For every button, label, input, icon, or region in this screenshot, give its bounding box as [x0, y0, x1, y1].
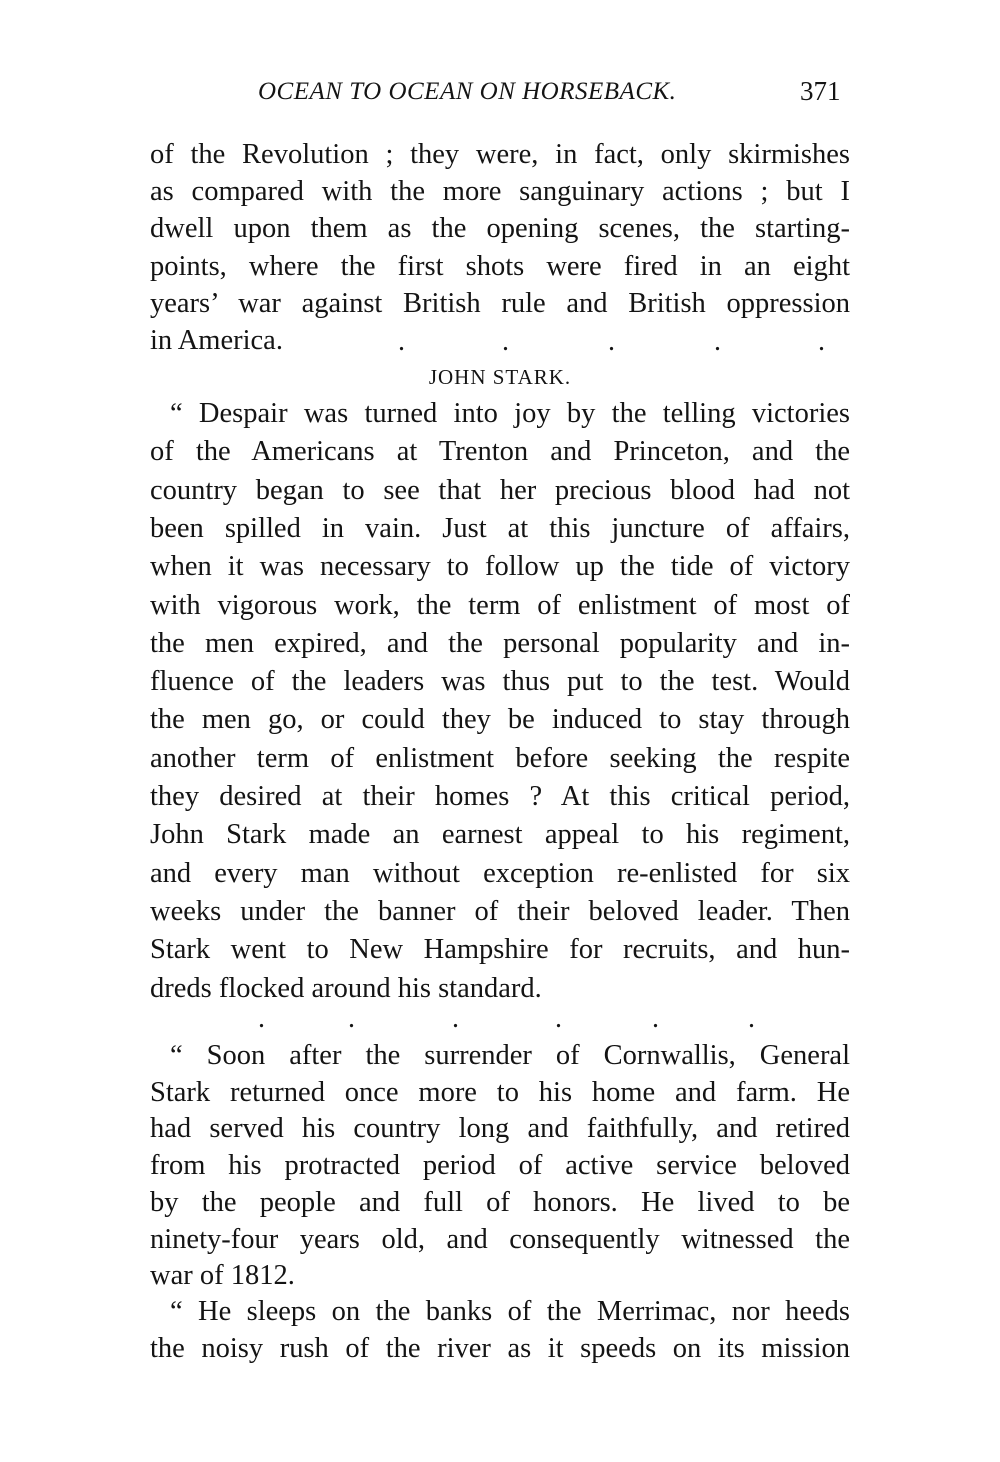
text-line: from his protracted period of active service beloved — [150, 1150, 850, 1182]
page-number: 371 — [800, 76, 841, 106]
section-heading: JOHN STARK. — [428, 365, 572, 389]
text-line: with vigorous work, the term of enlistment of most of — [150, 589, 850, 621]
ellipsis-dot: . — [818, 326, 825, 357]
ellipsis-dot: . — [608, 326, 615, 357]
text-line: of the Revolution ; they were, in fact, only skirmishes — [150, 139, 850, 170]
ellipsis-dot: . — [258, 1003, 265, 1034]
text-line: had served his country long and faithfully, and retired — [150, 1113, 850, 1145]
text-line: “ He sleeps on the banks of the Merrimac, nor heeds — [170, 1296, 850, 1327]
text-line: Stark went to New Hampshire for recruits, and hun- — [150, 934, 850, 966]
text-line: another term of enlistment before seeking the respite — [150, 742, 850, 774]
text-line: dreds flocked around his standard. — [150, 972, 542, 1004]
ellipsis-dot: . — [452, 1003, 459, 1034]
ellipsis-dot: . — [398, 326, 405, 357]
text-line: as compared with the more sanguinary actions ; but I — [150, 176, 850, 208]
text-line: the men expired, and the personal popularity and in- — [150, 627, 850, 659]
text-line: ninety-four years old, and consequently witnessed the — [150, 1223, 850, 1255]
text-line: when it was necessary to follow up the tide of victory — [150, 551, 850, 583]
text-line: and every man without exception re-enlisted for six — [150, 857, 850, 889]
ellipsis-dot: . — [348, 1003, 355, 1034]
ellipsis-dot: . — [502, 326, 509, 357]
text-line: Stark returned once more to his home and farm. He — [150, 1076, 850, 1108]
ellipsis-dot: . — [652, 1003, 659, 1034]
ellipsis-dot: . — [748, 1003, 755, 1034]
text-line: they desired at their homes ? At this critical period, — [150, 781, 850, 812]
ellipsis-dot: . — [714, 326, 721, 357]
text-line: country began to see that her precious blood had not — [150, 474, 850, 506]
text-line: “ Soon after the surrender of Cornwallis, General — [170, 1040, 850, 1071]
text-line: the noisy rush of the river as it speeds on its mission — [150, 1332, 850, 1364]
text-line: by the people and full of honors. He lived to be — [150, 1186, 850, 1218]
text-line: points, where the first shots were fired in an eight — [150, 250, 850, 282]
text-line: fluence of the leaders was thus put to the test. Would — [150, 666, 850, 698]
text-line: the men go, or could they be induced to stay through — [150, 704, 850, 736]
text-line: John Stark made an earnest appeal to his regiment, — [150, 819, 850, 851]
text-line: years’ war against British rule and British oppression — [150, 287, 850, 319]
text-line: of the Americans at Trenton and Princeton, and the — [150, 436, 850, 468]
ellipsis-dot: . — [555, 1003, 562, 1034]
text-line: war of 1812. — [150, 1260, 295, 1292]
text-line: been spilled in vain. Just at this juncture of affairs, — [150, 512, 850, 544]
text-line: “ Despair was turned into joy by the telling victories — [170, 398, 850, 429]
text-line: weeks under the banner of their beloved leader. Then — [150, 895, 850, 927]
text-line: in America. — [150, 325, 283, 356]
running-title: OCEAN TO OCEAN ON HORSEBACK. — [258, 78, 677, 105]
text-line: dwell upon them as the opening scenes, the starting- — [150, 213, 850, 245]
